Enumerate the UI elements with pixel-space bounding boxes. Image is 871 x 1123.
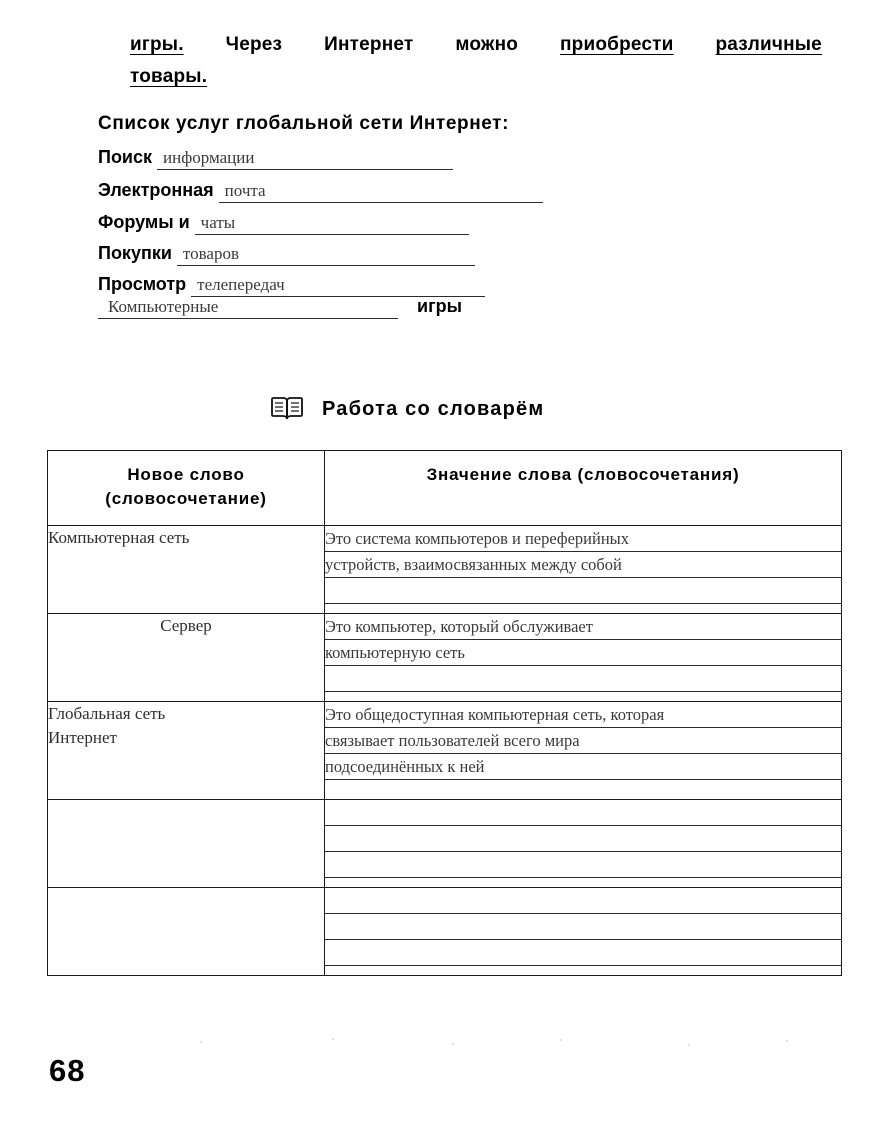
- definition-line[interactable]: Это общедоступная компьютерная сеть, которая: [325, 702, 841, 728]
- definition-line[interactable]: [325, 666, 841, 692]
- page-number: 68: [49, 1053, 86, 1088]
- intro-word-2: Через: [225, 34, 283, 55]
- intro-word-3: Интернет: [324, 34, 414, 55]
- definition-cell-4[interactable]: [325, 800, 842, 888]
- service-answer-viewing[interactable]: телепередач: [191, 275, 485, 297]
- intro-paragraph-line-2: товары.: [130, 66, 208, 87]
- definition-cell-5[interactable]: [325, 888, 842, 976]
- table-row: [48, 702, 842, 800]
- table-row: [48, 888, 842, 976]
- column-header-term-line1: Новое слово: [127, 465, 245, 484]
- column-header-term: [48, 451, 325, 526]
- term-line: Глобальная сеть: [48, 704, 166, 723]
- intro-paragraph-line-1: [130, 30, 822, 60]
- column-header-term-line2: (словосочетание): [105, 489, 267, 508]
- service-label-search: Поиск: [98, 147, 153, 167]
- scan-speckle: [688, 1044, 690, 1046]
- term-cell-5[interactable]: [48, 888, 325, 976]
- term-cell-2[interactable]: Сервер: [48, 614, 325, 702]
- table-header-row: [48, 451, 842, 526]
- definition-line[interactable]: [325, 800, 841, 826]
- scan-speckle: [332, 1038, 334, 1040]
- term-cell-1[interactable]: Компьютерная сеть: [48, 526, 325, 614]
- definition-line[interactable]: компьютерную сеть: [325, 640, 841, 666]
- service-row-shopping: [98, 243, 475, 271]
- vocabulary-table: [47, 450, 842, 976]
- definition-line[interactable]: [325, 888, 841, 914]
- definition-cell-2[interactable]: [325, 614, 842, 702]
- table-row: [48, 614, 842, 702]
- definition-cell-3[interactable]: [325, 702, 842, 800]
- service-label-games: игры: [417, 296, 462, 316]
- term-cell-4[interactable]: [48, 800, 325, 888]
- intro-word-1: игры.: [130, 34, 184, 55]
- service-label-shopping: Покупки: [98, 243, 172, 263]
- service-answer-games[interactable]: Компьютерные: [98, 297, 398, 319]
- scan-speckle: [452, 1043, 454, 1045]
- definition-line[interactable]: [325, 852, 841, 878]
- definition-line[interactable]: подсоединённых к ней: [325, 754, 841, 780]
- column-header-definition: Значение слова (словосочетания): [325, 451, 842, 526]
- term-cell-3[interactable]: [48, 702, 325, 800]
- service-row-forums: [98, 212, 469, 240]
- intro-paragraph: [130, 30, 825, 92]
- service-answer-email[interactable]: почта: [219, 181, 543, 203]
- definition-line[interactable]: [325, 578, 841, 604]
- intro-word-5: приобрести: [559, 34, 674, 55]
- table-row: [48, 800, 842, 888]
- definition-line[interactable]: Это система компьютеров и переферийных: [325, 526, 841, 552]
- definition-line[interactable]: связывает пользователей всего мира: [325, 728, 841, 754]
- scan-speckle: [786, 1040, 788, 1042]
- dictionary-section-heading: [270, 396, 544, 422]
- service-row-search: [98, 147, 453, 175]
- definition-line[interactable]: Это компьютер, который обслуживает: [325, 614, 841, 640]
- scan-speckle: [200, 1041, 202, 1043]
- table-row: [48, 526, 842, 614]
- service-label-email: Электронная: [98, 180, 214, 200]
- definition-cell-1[interactable]: [325, 526, 842, 614]
- scan-speckle: [560, 1039, 562, 1041]
- definition-line[interactable]: устройств, взаимосвязанных между собой: [325, 552, 841, 578]
- section-title: Работа со словарём: [322, 397, 545, 420]
- intro-word-6: различные: [715, 34, 822, 55]
- definition-line[interactable]: [325, 940, 841, 966]
- service-label-forums: Форумы и: [98, 212, 190, 232]
- service-answer-forums[interactable]: чаты: [195, 213, 469, 235]
- services-list-title: Список услуг глобальной сети Интернет:: [98, 113, 510, 134]
- term-line: Интернет: [48, 728, 117, 747]
- service-label-viewing: Просмотр: [98, 274, 187, 294]
- definition-line[interactable]: [325, 914, 841, 940]
- open-book-icon: [270, 396, 304, 422]
- service-answer-shopping[interactable]: товаров: [177, 244, 475, 266]
- intro-word-4: можно: [455, 34, 519, 55]
- service-answer-search[interactable]: информации: [157, 148, 453, 170]
- service-row-games: [98, 296, 462, 324]
- definition-line[interactable]: [325, 826, 841, 852]
- service-row-email: [98, 180, 543, 208]
